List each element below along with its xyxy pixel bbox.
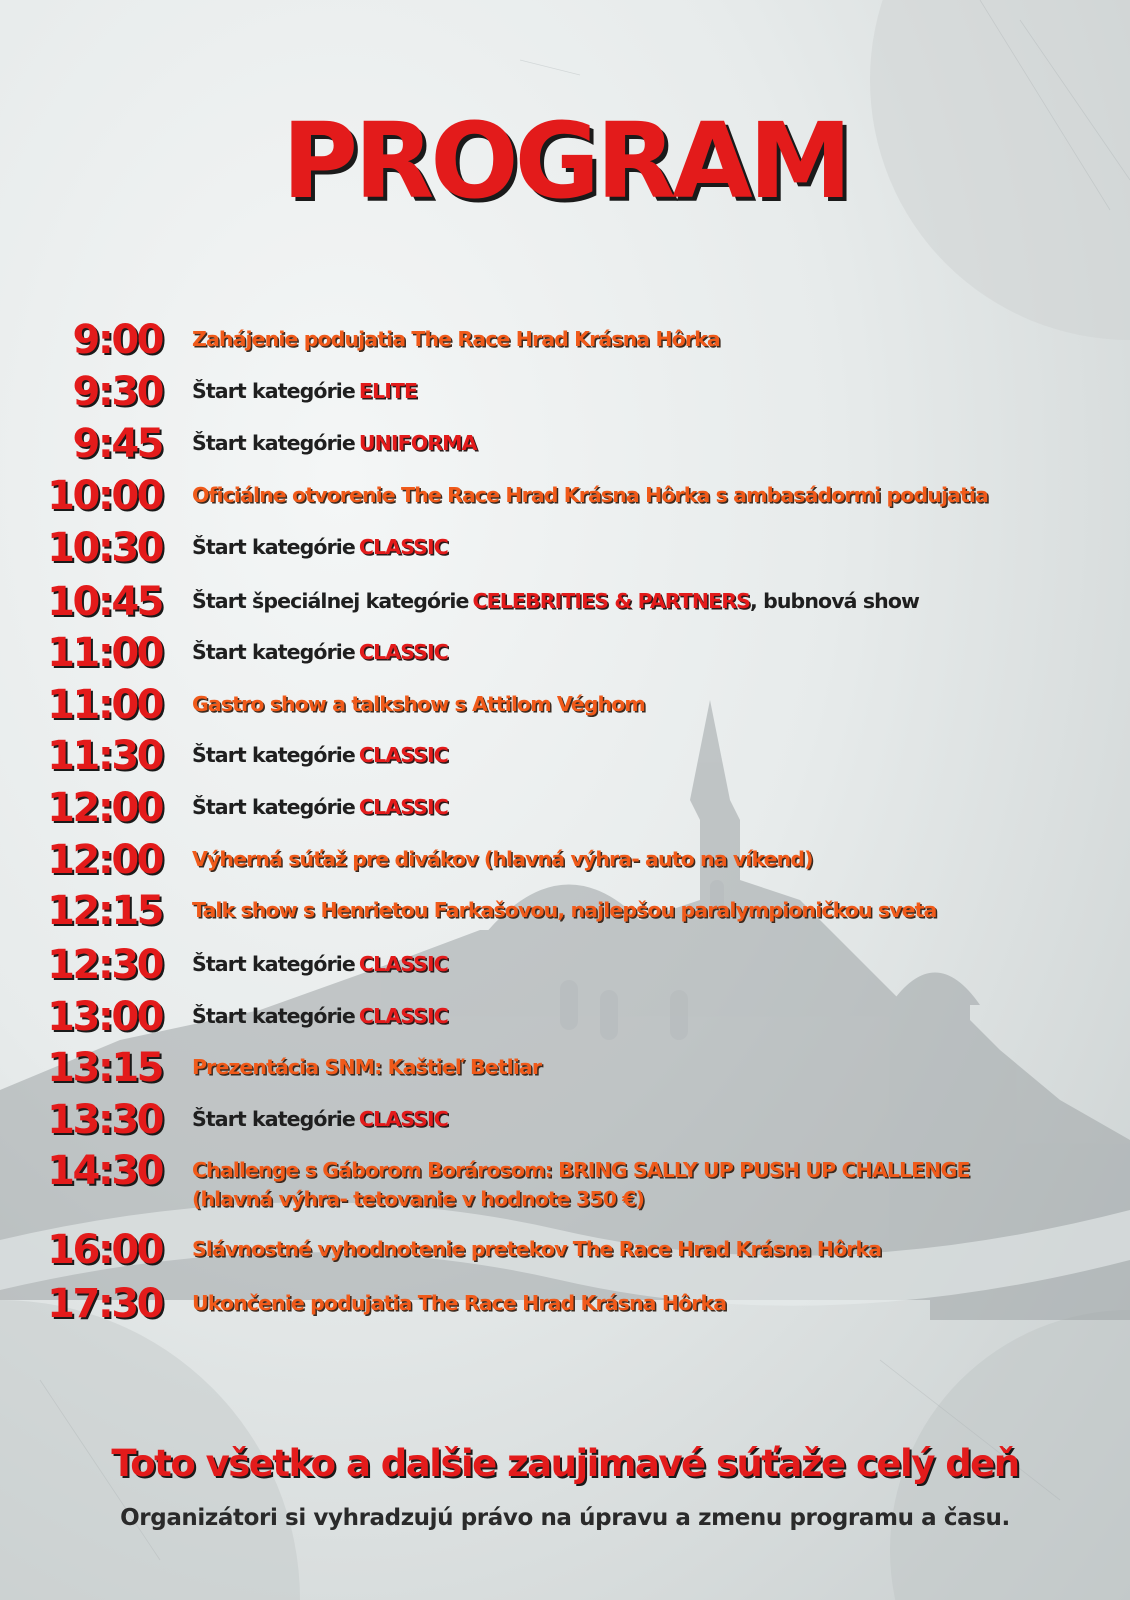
schedule-event bbox=[192, 422, 1122, 458]
schedule-event: Talk show s Henrietou Farkašovou, najlepšou paralympioničkou sveta bbox=[192, 898, 937, 922]
schedule-event bbox=[192, 580, 1122, 616]
schedule-time: 10:45 bbox=[47, 579, 162, 625]
schedule-time: 12:15 bbox=[47, 888, 162, 934]
event-category: UNIFORMA bbox=[358, 431, 477, 455]
event-line-2: (hlavná výhra- tetovanie v hodnote 350 €) bbox=[192, 1187, 645, 1211]
schedule-row bbox=[0, 526, 1130, 570]
schedule-event bbox=[192, 943, 1122, 979]
schedule-row bbox=[0, 786, 1130, 830]
footer-headline: Toto všetko a dalšie zaujimavé súťaže celý deň bbox=[111, 1442, 1019, 1485]
schedule-row bbox=[0, 683, 1130, 727]
schedule-row bbox=[0, 318, 1130, 362]
event-category: CLASSIC bbox=[358, 795, 448, 819]
event-category: ELITE bbox=[358, 379, 418, 403]
schedule-time: 10:00 bbox=[47, 473, 162, 519]
schedule-event: Oficiálne otvorenie The Race Hrad Krásna Hôrka s ambasádormi podujatia bbox=[192, 483, 988, 507]
schedule-row bbox=[0, 631, 1130, 675]
schedule-row bbox=[0, 1046, 1130, 1090]
schedule-event: Výherná súťaž pre divákov (hlavná výhra- auto na víkend) bbox=[192, 847, 813, 871]
event-prefix: Štart kategórie bbox=[192, 431, 355, 455]
schedule-time: 12:00 bbox=[47, 837, 162, 883]
schedule-row bbox=[0, 1149, 1130, 1214]
schedule-row bbox=[0, 943, 1130, 987]
schedule-event: Prezentácia SNM: Kaštieľ Betliar bbox=[192, 1055, 542, 1079]
schedule-row bbox=[0, 889, 1130, 933]
event-category: CELEBRITIES & PARTNERS bbox=[472, 589, 750, 613]
event-prefix: Štart kategórie bbox=[192, 1004, 355, 1028]
schedule-time: 12:00 bbox=[47, 785, 162, 831]
schedule-time: 13:30 bbox=[47, 1097, 162, 1143]
schedule-row bbox=[0, 838, 1130, 882]
schedule-time: 11:00 bbox=[47, 682, 162, 728]
schedule-time: 13:00 bbox=[47, 994, 162, 1040]
schedule-row bbox=[0, 1098, 1130, 1142]
schedule-event bbox=[192, 370, 1122, 406]
event-category: CLASSIC bbox=[358, 535, 448, 559]
event-category: CLASSIC bbox=[358, 1004, 448, 1028]
schedule-row bbox=[0, 734, 1130, 778]
schedule-row bbox=[0, 580, 1130, 624]
schedule-event: Zahájenie podujatia The Race Hrad Krásna Hôrka bbox=[192, 327, 720, 351]
schedule-event: Slávnostné vyhodnotenie pretekov The Race Hrad Krásna Hôrka bbox=[192, 1237, 882, 1261]
event-prefix: Štart špeciálnej kategórie bbox=[192, 589, 469, 613]
event-suffix: , bubnová show bbox=[749, 589, 920, 613]
schedule-event bbox=[192, 526, 1122, 562]
schedule-time: 9:30 bbox=[72, 369, 162, 415]
schedule-row bbox=[0, 1282, 1130, 1326]
schedule-time: 14:30 bbox=[47, 1148, 162, 1194]
event-prefix: Štart kategórie bbox=[192, 379, 355, 403]
footer-disclaimer: Organizátori si vyhradzujú právo na úpravu a zmenu programu a času. bbox=[120, 1505, 1010, 1531]
event-prefix: Štart kategórie bbox=[192, 795, 355, 819]
event-prefix: Štart kategórie bbox=[192, 952, 355, 976]
schedule-row bbox=[0, 422, 1130, 466]
schedule-event bbox=[192, 734, 1122, 770]
event-prefix: Štart kategórie bbox=[192, 640, 355, 664]
event-category: CLASSIC bbox=[358, 952, 448, 976]
schedule-event: Ukončenie podujatia The Race Hrad Krásna Hôrka bbox=[192, 1291, 727, 1315]
event-category: CLASSIC bbox=[358, 743, 448, 767]
schedule-row bbox=[0, 370, 1130, 414]
schedule-time: 11:00 bbox=[47, 630, 162, 676]
schedule-time: 17:30 bbox=[47, 1281, 162, 1327]
schedule-row bbox=[0, 995, 1130, 1039]
event-category: CLASSIC bbox=[358, 1107, 448, 1131]
schedule-time: 10:30 bbox=[47, 525, 162, 571]
schedule-event bbox=[192, 631, 1122, 667]
event-line-1: Challenge s Gáborom Borárosom: BRING SALLY UP PUSH UP CHALLENGE bbox=[192, 1158, 970, 1182]
schedule-event bbox=[192, 1098, 1122, 1134]
schedule-time: 13:15 bbox=[47, 1045, 162, 1091]
schedule-row bbox=[0, 1228, 1130, 1272]
page-title: PROGRAM bbox=[281, 100, 849, 222]
schedule-time: 11:30 bbox=[47, 733, 162, 779]
schedule-time: 12:30 bbox=[47, 942, 162, 988]
schedule-event bbox=[192, 995, 1122, 1031]
schedule-event bbox=[192, 1149, 1122, 1214]
event-prefix: Štart kategórie bbox=[192, 535, 355, 559]
schedule-time: 9:00 bbox=[72, 317, 162, 363]
schedule-event: Gastro show a talkshow s Attilom Véghom bbox=[192, 692, 645, 716]
schedule-time: 9:45 bbox=[72, 421, 162, 467]
event-prefix: Štart kategórie bbox=[192, 743, 355, 767]
schedule-row bbox=[0, 474, 1130, 518]
event-prefix: Štart kategórie bbox=[192, 1107, 355, 1131]
event-category: CLASSIC bbox=[358, 640, 448, 664]
schedule-event bbox=[192, 786, 1122, 822]
schedule-time: 16:00 bbox=[47, 1227, 162, 1273]
